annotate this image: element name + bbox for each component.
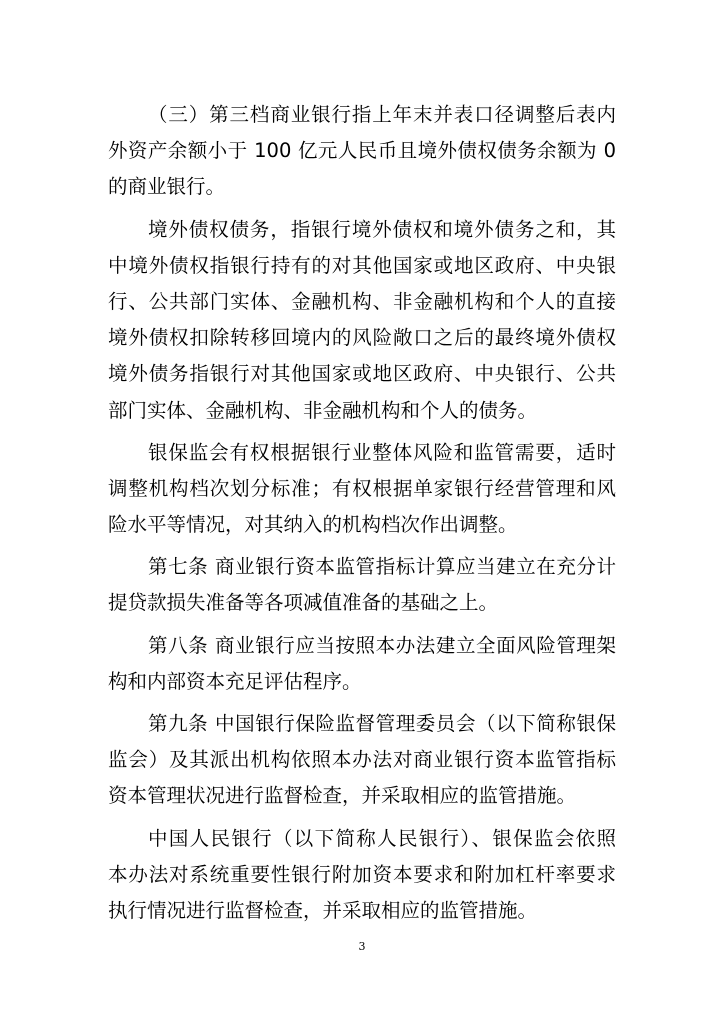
- paragraph-line: 提贷款损失准备等各项减值准备的基础之上。: [108, 591, 499, 615]
- paragraph-line: 执行情况进行监督检查，并采取相应的监管措施。: [108, 898, 538, 922]
- paragraph-line: 第九条 中国银行保险监督管理委员会（以下简称银保: [148, 712, 616, 735]
- paragraph-line: 险水平等情况，对其纳入的机构档次作出调整。: [108, 513, 518, 537]
- paragraph-line: 境外债权扣除转移回境内的风险敞口之后的最终境外债权: [108, 326, 616, 350]
- paragraph-line: 本办法对系统重要性银行附加资本要求和附加杠杆率要求: [108, 862, 616, 886]
- paragraph-line: 境外债权债务，指银行境外债权和境外债务之和，其: [148, 217, 616, 241]
- paragraph-line: 调整机构档次划分标准；有权根据单家银行经营管理和风: [108, 476, 616, 500]
- document-body: [108, 97, 616, 935]
- paragraph-line: 第八条 商业银行应当按照本办法建立全面风险管理架: [148, 633, 616, 657]
- paragraph: [108, 549, 616, 621]
- paragraph-line: 第七条 商业银行资本监管指标计算应当建立在充分计: [148, 555, 616, 579]
- paragraph: [108, 212, 616, 429]
- paragraph-line: （三）第三档商业银行指上年末并表口径调整后表内: [148, 103, 616, 126]
- paragraph-line: 构和内部资本充足评估程序。: [108, 669, 362, 693]
- paragraph-line: 部门实体、金融机构、非金融机构和个人的债务。: [108, 398, 538, 422]
- paragraph-line: 外资产余额小于 100 亿元人民币且境外债权债务余额为 0: [108, 139, 616, 163]
- paragraph-line: 中国人民银行（以下简称人民银行）、银保监会依照: [148, 826, 616, 850]
- page-number: 3: [358, 940, 366, 953]
- paragraph: [108, 97, 616, 206]
- paragraph-line: 监会）及其派出机构依照本办法对商业银行资本监管指标: [108, 748, 616, 772]
- paragraph-line: 的商业银行。: [108, 175, 226, 199]
- paragraph-line: 中境外债权指银行持有的对其他国家或地区政府、中央银: [108, 253, 616, 277]
- paragraph: [108, 628, 616, 700]
- paragraph-line: 银保监会有权根据银行业整体风险和监管需要，适时: [148, 440, 616, 464]
- paragraph: [108, 821, 616, 930]
- paragraph: [108, 435, 616, 544]
- paragraph-line: 境外债务指银行对其他国家或地区政府、中央银行、公共: [108, 362, 616, 386]
- paragraph-line: 行、公共部门实体、金融机构、非金融机构和个人的直接: [108, 289, 616, 313]
- paragraph: [108, 706, 616, 815]
- paragraph-line: 资本管理状况进行监督检查，并采取相应的监管措施。: [108, 784, 577, 808]
